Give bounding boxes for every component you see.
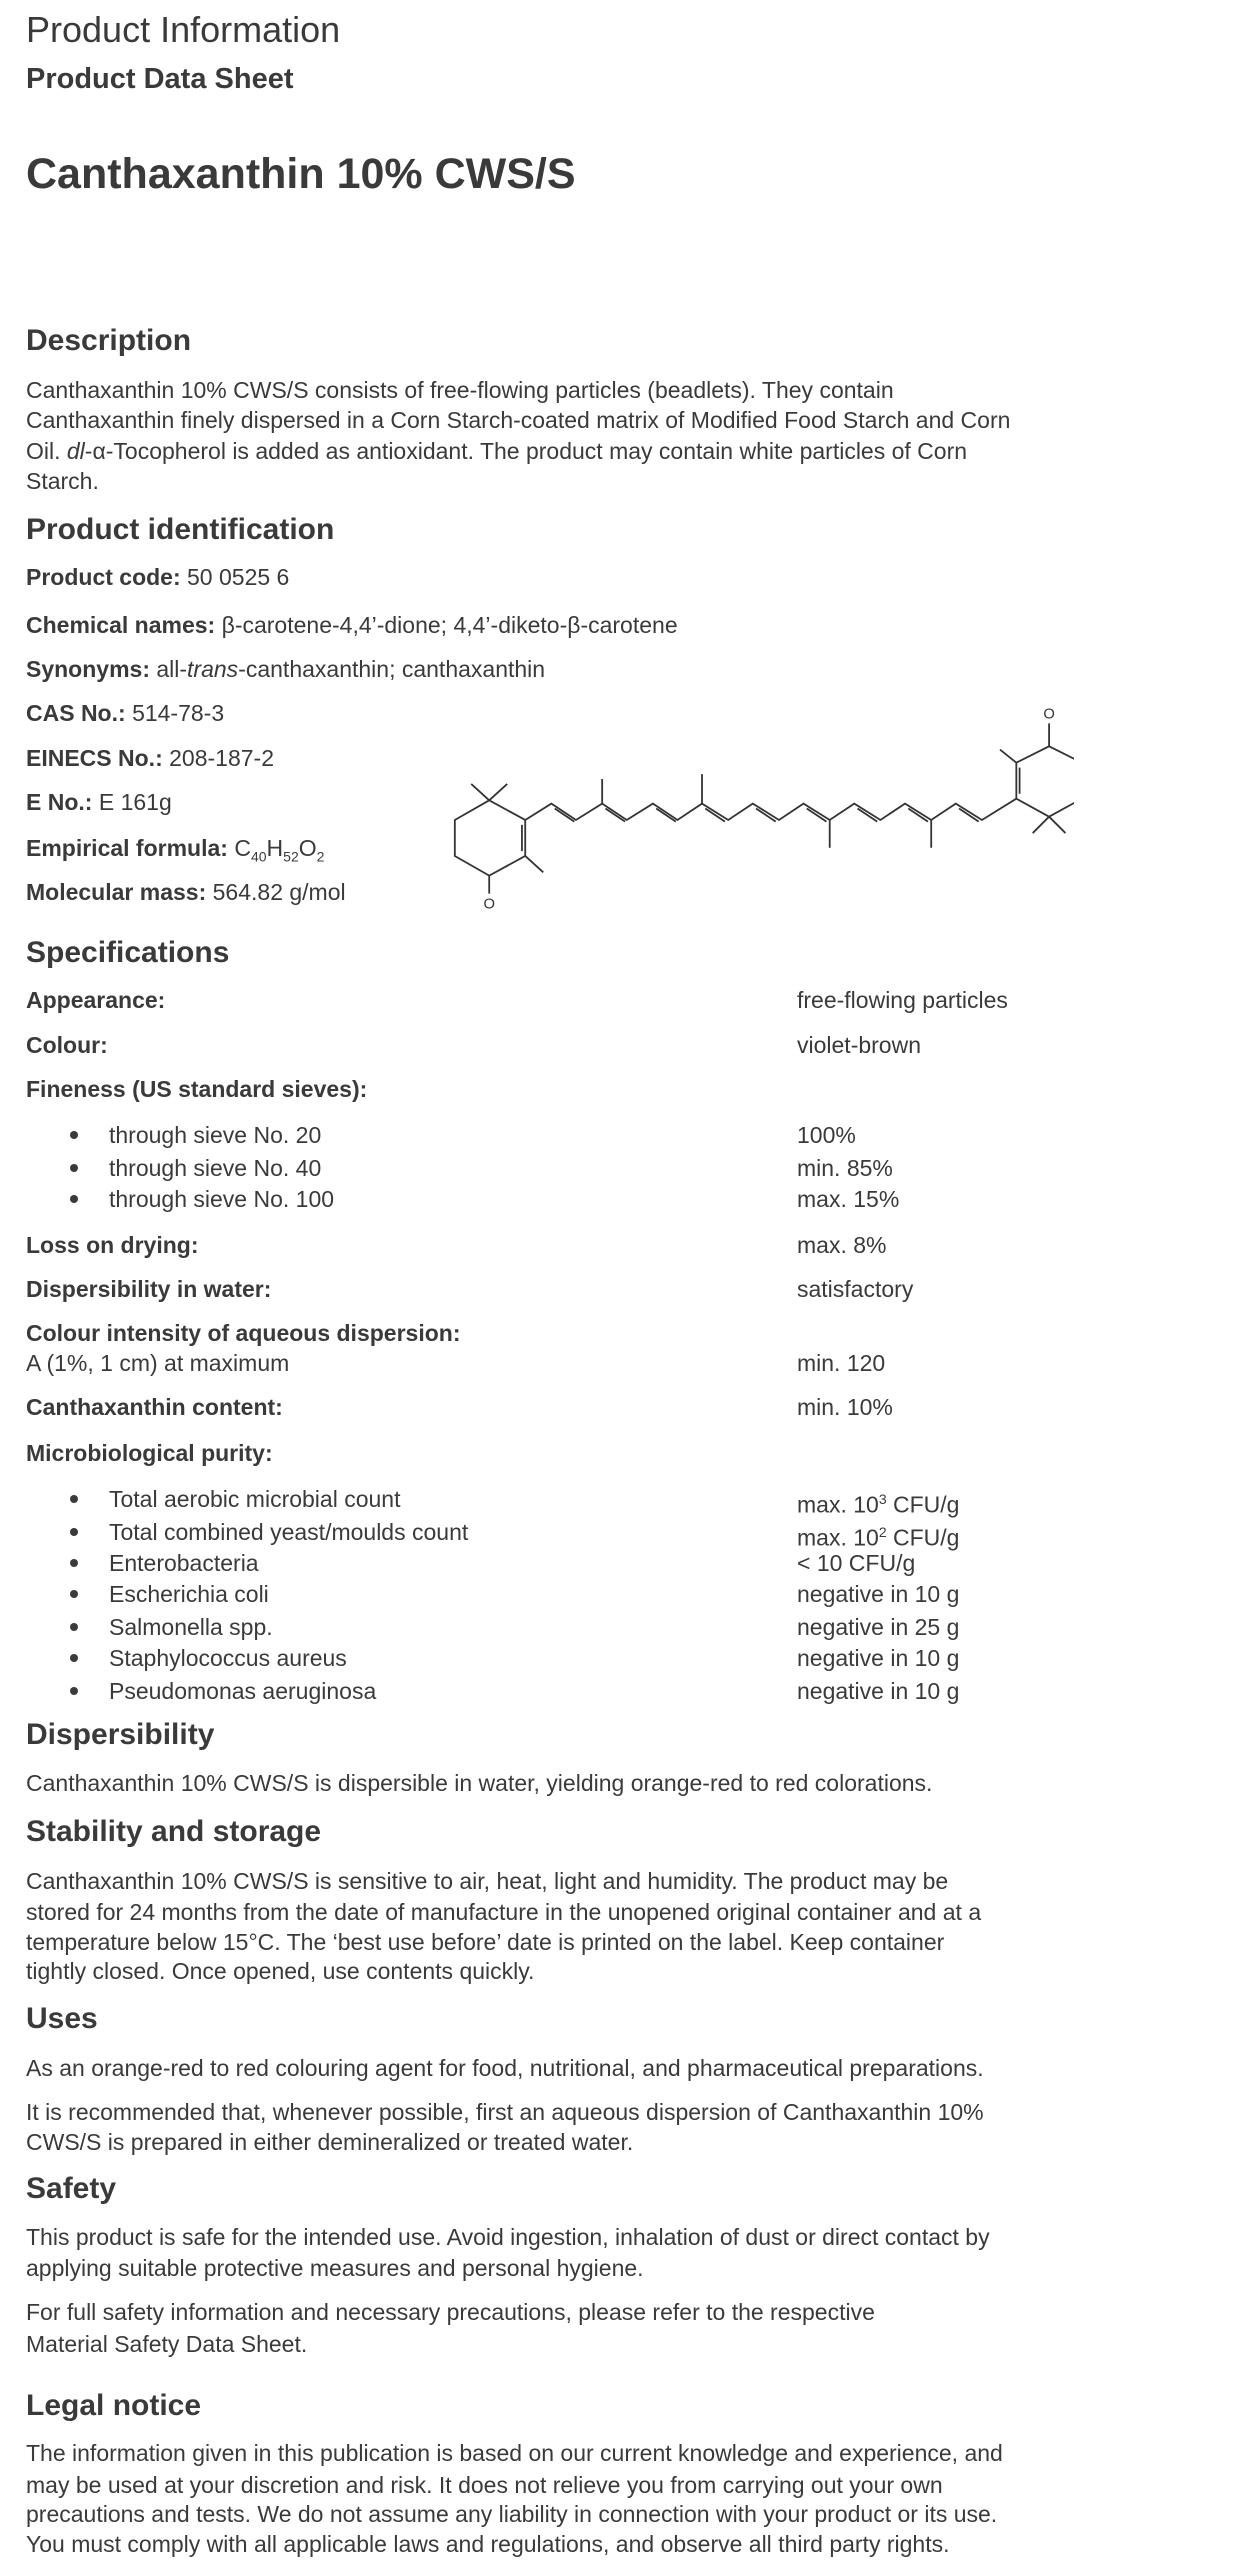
value: E 161g [98, 789, 172, 815]
formula: $C_{40}H_{52}O_2$ [234, 835, 325, 865]
spec-sublabel: A (1%, 1 cm) at maximum [26, 1350, 290, 1376]
text: Oil. [26, 438, 67, 464]
structure-diagram [443, 689, 1074, 910]
bullet-icon [70, 1164, 78, 1172]
spec-item: Escherichia coli [109, 1581, 269, 1607]
bullet-icon [70, 1687, 78, 1695]
paragraph-line: Canthaxanthin 10% CWS/S is dispersible in water, yielding orange-red to red colorations. [26, 1770, 933, 1796]
paragraph-line: applying suitable protective measures and personal hygiene. [26, 2255, 644, 2281]
paragraph-line: tightly closed. Once opened, use contents quickly. [26, 1958, 535, 1984]
value: 208-187-2 [169, 745, 274, 771]
value: -canthaxanthin; canthaxanthin [238, 656, 546, 682]
spec-item: through sieve No. 100 [109, 1186, 335, 1212]
label: Chemical names: [26, 612, 216, 638]
paragraph-line: Canthaxanthin 10% CWS/S is sensitive to air, heat, light and humidity. The product may be [26, 1868, 949, 1894]
paragraph-line: You must comply with all applicable laws and regulations, and observe all third party rights. [26, 2531, 950, 2557]
spec-value: negative in 25 g [797, 1614, 960, 1640]
page-subtitle: Product Data Sheet [26, 63, 294, 95]
label: Product code: [26, 564, 181, 590]
stability-heading: Stability and storage [26, 1815, 322, 1848]
spec-value: 100% [797, 1122, 856, 1148]
spec-value: satisfactory [797, 1276, 914, 1302]
value: 564.82 g/mol [212, 879, 346, 905]
synonyms [26, 655, 545, 683]
value: 514-78-3 [132, 700, 225, 726]
spec-item: Pseudomonas aeruginosa [109, 1678, 377, 1704]
paragraph-line: This product is safe for the intended use. Avoid ingestion, inhalation of dust or direct contact by [26, 2224, 990, 2250]
paragraph-line: The information given in this publication is based on our current knowledge and experience, and [26, 2440, 1003, 2466]
legal-heading: Legal notice [26, 2389, 202, 2422]
label: Synonyms: [26, 656, 150, 682]
label: E No.: [26, 789, 93, 815]
bullet-icon [70, 1623, 78, 1631]
description-line [26, 437, 967, 465]
product-title: Canthaxanthin 10% CWS/S [26, 150, 576, 198]
spec-label: Colour intensity of aqueous dispersion: [26, 1320, 461, 1346]
paragraph-line: Material Safety Data Sheet. [26, 2331, 308, 2357]
text: -α-Tocopherol is added as antioxidant. The product may contain white particles of Corn [84, 438, 968, 464]
spec-value: negative in 10 g [797, 1581, 960, 1607]
identification-heading: Product identification [26, 513, 335, 546]
spec-label: Microbiological purity: [26, 1440, 273, 1466]
dispersibility-heading: Dispersibility [26, 1718, 215, 1751]
bullet-icon [70, 1654, 78, 1662]
einecs-number [26, 744, 274, 772]
safety-heading: Safety [26, 2172, 117, 2205]
product-code [26, 563, 289, 591]
spec-label: Canthaxanthin content: [26, 1394, 283, 1420]
spec-label: Loss on drying: [26, 1232, 199, 1258]
spec-value: min. 10% [797, 1394, 893, 1420]
bullet-icon [70, 1195, 78, 1203]
spec-label: Appearance: [26, 987, 166, 1013]
label: EINECS No.: [26, 745, 163, 771]
paragraph-line: For full safety information and necessary precautions, please refer to the respective [26, 2299, 875, 2325]
bullet-icon [70, 1495, 78, 1503]
spec-value: max. 8% [797, 1232, 887, 1258]
paragraph-line: As an orange-red to red colouring agent for food, nutritional, and pharmaceutical preparations. [26, 2055, 984, 2081]
spec-value: negative in 10 g [797, 1678, 960, 1704]
paragraph-line: precautions and tests. We do not assume any liability in connection with your product or its use. [26, 2501, 998, 2527]
label: CAS No.: [26, 700, 126, 726]
spec-value: max. 15% [797, 1186, 900, 1212]
bullet-icon [70, 1131, 78, 1139]
e-number [26, 788, 172, 816]
spec-value: min. 120 [797, 1350, 886, 1376]
spec-value: free-flowing particles [797, 987, 1008, 1013]
spec-item: Total combined yeast/moulds count [109, 1519, 469, 1545]
description-heading: Description [26, 324, 192, 357]
spec-value: max. $10^3$ CFU/g [797, 1491, 960, 1518]
chemical-names [26, 611, 678, 639]
value-italic: trans [187, 656, 239, 682]
spec-label: Dispersibility in water: [26, 1276, 272, 1302]
spec-item: through sieve No. 40 [109, 1155, 322, 1181]
label: Molecular mass: [26, 879, 207, 905]
description-line: Canthaxanthin finely dispersed in a Corn Starch-coated matrix of Modified Food Starch and Corn [26, 407, 1011, 433]
cas-number [26, 699, 224, 727]
spec-value: min. 85% [797, 1155, 893, 1181]
spec-value: violet-brown [797, 1032, 921, 1058]
bullet-icon [70, 1528, 78, 1536]
spec-item: through sieve No. 20 [109, 1122, 322, 1148]
oxygen-label: O [1043, 706, 1055, 723]
paragraph-line: CWS/S is prepared in either demineralized or treated water. [26, 2129, 634, 2155]
empirical-formula [26, 834, 324, 871]
spec-item: Total aerobic microbial count [109, 1486, 401, 1512]
description-line: Starch. [26, 468, 99, 494]
spec-value: max. $10^2$ CFU/g [797, 1524, 960, 1551]
value: 50 0525 6 [187, 564, 290, 590]
molecular-mass [26, 878, 346, 906]
spec-item: Enterobacteria [109, 1550, 259, 1576]
text-italic: dl [66, 438, 85, 464]
spec-item: Salmonella spp. [109, 1614, 273, 1640]
spec-label: Colour: [26, 1032, 108, 1058]
paragraph-line: stored for 24 months from the date of manufacture in the unopened original container and at a [26, 1899, 982, 1925]
description-line: Canthaxanthin 10% CWS/S consists of free-flowing particles (beadlets). They contain [26, 377, 894, 403]
specifications-heading: Specifications [26, 936, 230, 969]
paragraph-line: It is recommended that, whenever possible, first an aqueous dispersion of Canthaxanthin 10% [26, 2099, 984, 2125]
page-section-label: Product Information [26, 9, 341, 50]
bullet-icon [70, 1590, 78, 1598]
bullet-icon [70, 1559, 78, 1567]
paragraph-line: temperature below 15°C. The ‘best use before’ date is printed on the label. Keep container [26, 1929, 945, 1955]
value: β-carotene-4,4’-dione; 4,4’-diketo-β-carotene [221, 612, 678, 638]
spec-value: < 10 CFU/g [797, 1550, 916, 1576]
label: Empirical formula: [26, 835, 228, 861]
value: all- [156, 656, 188, 682]
paragraph-line: may be used at your discretion and risk. It does not relieve you from carrying out your own [26, 2472, 943, 2498]
spec-value: negative in 10 g [797, 1645, 960, 1671]
oxygen-label: O [483, 896, 495, 910]
uses-heading: Uses [26, 2002, 98, 2035]
spec-item: Staphylococcus aureus [109, 1645, 347, 1671]
spec-label: Fineness (US standard sieves): [26, 1076, 368, 1102]
